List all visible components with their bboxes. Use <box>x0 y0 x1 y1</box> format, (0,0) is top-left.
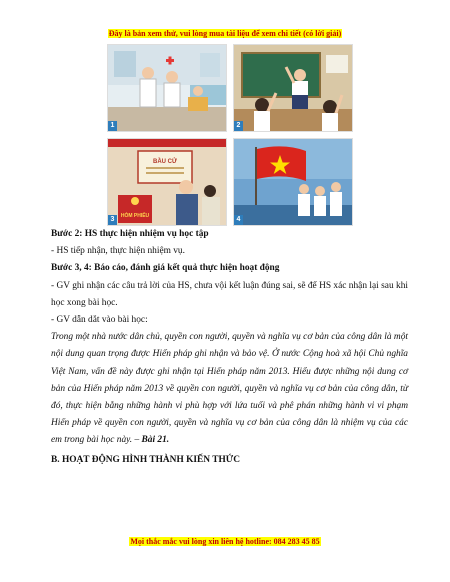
lesson-content <box>51 226 408 469</box>
section-b-heading: B. HOẠT ĐỘNG HÌNH THÀNH KIẾN THỨC <box>51 454 241 465</box>
step34-heading: Bước 3, 4: Báo cáo, đánh giá kết quả thực hiện hoạt động <box>51 263 280 274</box>
step2-text: - HS tiếp nhận, thực hiện nhiệm vụ. <box>51 246 185 257</box>
image-number-badge: 3 <box>108 215 117 225</box>
illustration-classroom <box>233 44 353 132</box>
lead-in-text: - GV dẫn dắt vào bài học: <box>51 315 148 326</box>
sign-title: BẦU CỬ <box>153 159 177 165</box>
image-number-badge: 2 <box>234 121 243 131</box>
preview-banner <box>0 29 450 38</box>
illustration-grid <box>107 44 353 226</box>
quote-text: Trong một nhà nước dân chủ, quyền con người, quyền và nghĩa vụ cơ bản của công dân là một nội dung quan trọng được Hiến pháp ghi nhận và bảo vệ. Ở nước Cộng hoà xã hội Chủ nghĩa Việt Nam, vấn đề này được ghi nhận tại Hiến pháp năm 2013. Hiểu được những nội dung cơ bản của Hiến pháp năm 2013 về quyền con người, quyền và nghĩa vụ cơ bản của công dân, từ đó, thực hiện bằng những hành vi phù hợp với lứa tuổi và phê phán những hành vi vi phạm Hiến pháp về quyền con người, quyền và nghĩa vụ cơ bản của công dân là nhiệm vụ của các em trong bài học này. – <box>51 332 408 446</box>
step2-heading: Bước 2: HS thực hiện nhiệm vụ học tập <box>51 229 209 239</box>
illustration-hospital <box>107 44 227 132</box>
preview-banner-text: Đây là bản xem thử, vui lòng mua tài liệu để xem chi tiết (có lời giải) <box>108 29 342 38</box>
image-number-badge: 1 <box>108 121 117 131</box>
ballot-box-label: HÒM PHIẾU <box>120 213 150 219</box>
image-number-badge: 4 <box>234 215 243 225</box>
lesson-reference: Bài 21. <box>141 435 170 446</box>
illustration-navy-flag <box>233 138 353 226</box>
illustration-voting <box>107 138 227 226</box>
hotline-text: Mọi thắc mắc vui lòng xin liên hệ hotline: 084 283 45 85 <box>130 537 320 546</box>
lesson-quote <box>51 329 408 449</box>
step34-text: - GV ghi nhận các câu trả lời của HS, chưa vội kết luận đúng sai, sẽ để HS xác nhận lại sau khi học xong bài học. <box>51 280 408 308</box>
hotline-banner <box>0 537 450 546</box>
